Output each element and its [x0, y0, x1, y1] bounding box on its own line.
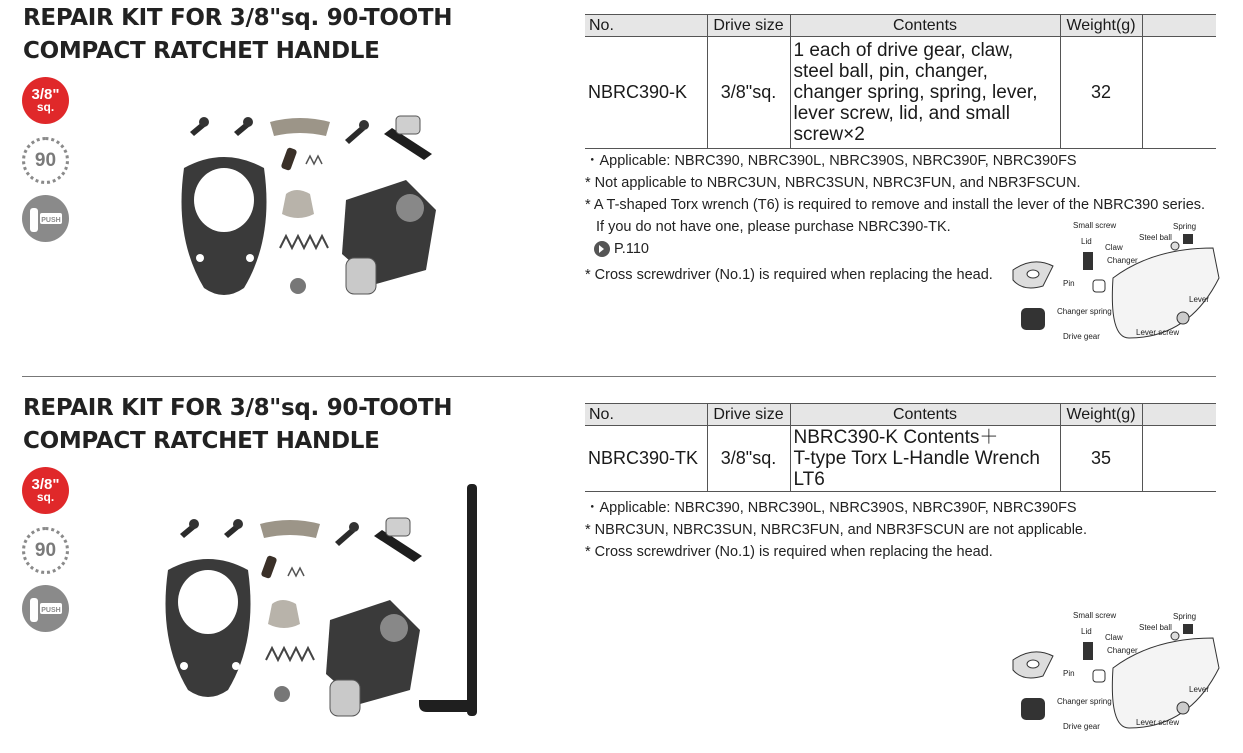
size-badge-main: 3/8" — [31, 85, 60, 103]
title-line-1: REPAIR KIT FOR 3/8"sq. 90-TOOTH — [23, 5, 453, 31]
spring-icon — [306, 156, 322, 164]
changer-icon — [268, 600, 300, 628]
claw-icon — [260, 520, 320, 538]
lever-screw-icon — [335, 522, 359, 546]
cell-contents — [790, 426, 1060, 492]
teeth-badge-label: 90 — [34, 539, 57, 561]
title-line-2: COMPACT RATCHET HANDLE — [23, 38, 380, 64]
teeth-badge — [22, 137, 69, 184]
exploded-diagram-1 — [1003, 218, 1221, 346]
small-screw-icon — [190, 117, 209, 136]
label-changer-spring: Changer spring — [1057, 307, 1112, 316]
header-blank — [1142, 15, 1216, 37]
cell-drive-size: 3/8"sq. — [707, 426, 790, 492]
notes-2 — [585, 497, 1087, 563]
label-lever-screw: Lever screw — [1136, 718, 1180, 727]
table-row — [585, 37, 1216, 149]
contents-line: T-type Torx L-Handle Wrench — [793, 448, 1040, 469]
contents-line: steel ball, pin, changer, — [793, 61, 988, 82]
label-claw: Claw — [1105, 633, 1123, 642]
label-small-screw: Small screw — [1073, 611, 1117, 620]
page-reference: P.110 — [614, 241, 649, 257]
contents-line: LT6 — [793, 469, 825, 490]
label-lid: Lid — [1081, 237, 1092, 246]
cell-blank — [1142, 37, 1216, 149]
spec-table-header — [585, 15, 1216, 37]
contents-line: 1 each of drive gear, claw, — [793, 40, 1014, 61]
cell-weight: 35 — [1060, 426, 1142, 492]
note-line: * Not applicable to NBRC3UN, NBRC3SUN, NBRC3FUN, and NBR3FSCUN. — [585, 175, 1081, 191]
cell-drive-size: 3/8"sq. — [707, 37, 790, 149]
push-release-icon — [26, 202, 66, 236]
contents-line: lever screw, lid, and small — [793, 103, 1010, 124]
label-changer: Changer — [1107, 256, 1138, 265]
note-line: * Cross screwdriver (No.1) is required when replacing the head. — [585, 267, 993, 283]
small-screw-icon — [234, 117, 253, 136]
section-2-title — [23, 392, 452, 458]
header-weight: Weight(g) — [1060, 404, 1142, 426]
push-release-icon — [26, 592, 66, 626]
push-button-badge — [22, 195, 69, 242]
cell-weight: 32 — [1060, 37, 1142, 149]
cell-part-no: NBRC390-TK — [585, 426, 707, 492]
label-small-screw: Small screw — [1073, 221, 1117, 230]
small-screw-icon — [180, 519, 199, 538]
steel-ball-icon — [274, 686, 290, 702]
header-no: No. — [585, 404, 707, 426]
section-divider — [22, 376, 1216, 377]
push-label: PUSH — [40, 606, 61, 614]
label-spring: Spring — [1173, 222, 1197, 231]
header-weight: Weight(g) — [1060, 15, 1142, 37]
label-lever: Lever — [1189, 685, 1210, 694]
note-line: ・Applicable: NBRC390, NBRC390L, NBRC390S, NBRC390F, NBRC390FS — [585, 153, 1077, 169]
exploded-diagram-2 — [1003, 608, 1221, 736]
label-changer: Changer — [1107, 646, 1138, 655]
arrow-right-icon — [594, 241, 610, 257]
torx-l-wrench-icon — [419, 484, 477, 716]
pin-icon — [261, 555, 278, 579]
header-contents: Contents — [790, 404, 1060, 426]
push-button-badge — [22, 585, 69, 632]
title-line-2: COMPACT RATCHET HANDLE — [23, 428, 380, 454]
push-label: PUSH — [40, 216, 61, 224]
contents-line: screw×2 — [793, 124, 865, 145]
note-line: * A T-shaped Torx wrench (T6) is required to remove and install the lever of the NBRC390 series. — [585, 197, 1206, 213]
label-claw: Claw — [1105, 243, 1123, 252]
teeth-badge — [22, 527, 69, 574]
header-drive-size: Drive size — [707, 404, 790, 426]
cell-part-no: NBRC390-K — [585, 37, 707, 149]
kit-parts-photo-with-wrench — [160, 480, 500, 732]
table-row — [585, 426, 1216, 492]
note-line: * NBRC3UN, NBRC3SUN, NBRC3FUN, and NBR3FSCUN are not applicable. — [585, 522, 1088, 538]
small-screw-icon — [224, 519, 243, 538]
label-lid: Lid — [1081, 627, 1092, 636]
size-badge-sub: sq. — [36, 99, 55, 114]
pin-icon — [281, 147, 298, 171]
label-changer-spring: Changer spring — [1057, 697, 1112, 706]
cell-contents — [790, 37, 1060, 149]
label-spring: Spring — [1173, 612, 1197, 621]
spec-table-1 — [585, 14, 1216, 149]
contents-line: NBRC390-K Contents＋ — [793, 427, 999, 448]
label-steel-ball: Steel ball — [1139, 623, 1172, 632]
note-line: If you do not have one, please purchase NBRC390-TK. — [596, 219, 951, 235]
label-drive-gear: Drive gear — [1063, 332, 1100, 341]
spec-table-2 — [585, 403, 1216, 492]
steel-ball-icon — [290, 278, 306, 294]
header-drive-size: Drive size — [707, 15, 790, 37]
note-line: ・Applicable: NBRC390, NBRC390L, NBRC390S, NBRC390F, NBRC390FS — [585, 500, 1077, 516]
changer-spring-icon — [266, 648, 314, 660]
teeth-badge-label: 90 — [34, 149, 57, 171]
drive-gear-icon — [326, 600, 420, 716]
spring-icon — [288, 568, 304, 576]
lid-icon — [374, 518, 422, 562]
label-lever-screw: Lever screw — [1136, 328, 1180, 337]
cell-blank — [1142, 426, 1216, 492]
kit-parts-photo — [170, 108, 470, 308]
header-blank — [1142, 404, 1216, 426]
title-line-1: REPAIR KIT FOR 3/8"sq. 90-TOOTH — [23, 395, 453, 421]
lid-icon — [384, 116, 432, 160]
label-lever: Lever — [1189, 295, 1210, 304]
label-pin: Pin — [1063, 669, 1075, 678]
changer-icon — [282, 190, 314, 218]
drive-gear-icon — [342, 180, 436, 294]
header-contents: Contents — [790, 15, 1060, 37]
section-1-title — [23, 2, 452, 68]
label-drive-gear: Drive gear — [1063, 722, 1100, 731]
contents-line: changer spring, spring, lever, — [793, 82, 1038, 103]
label-steel-ball: Steel ball — [1139, 233, 1172, 242]
spec-table-header — [585, 404, 1216, 426]
claw-icon — [270, 118, 330, 136]
size-badge-sub: sq. — [36, 489, 55, 504]
page-reference-link[interactable] — [585, 238, 649, 260]
size-badge — [22, 77, 69, 124]
header-no: No. — [585, 15, 707, 37]
note-line: * Cross screwdriver (No.1) is required when replacing the head. — [585, 544, 993, 560]
size-badge — [22, 467, 69, 514]
lever-screw-icon — [345, 120, 369, 144]
changer-spring-icon — [280, 236, 328, 248]
label-pin: Pin — [1063, 279, 1075, 288]
size-badge-main: 3/8" — [31, 475, 60, 493]
